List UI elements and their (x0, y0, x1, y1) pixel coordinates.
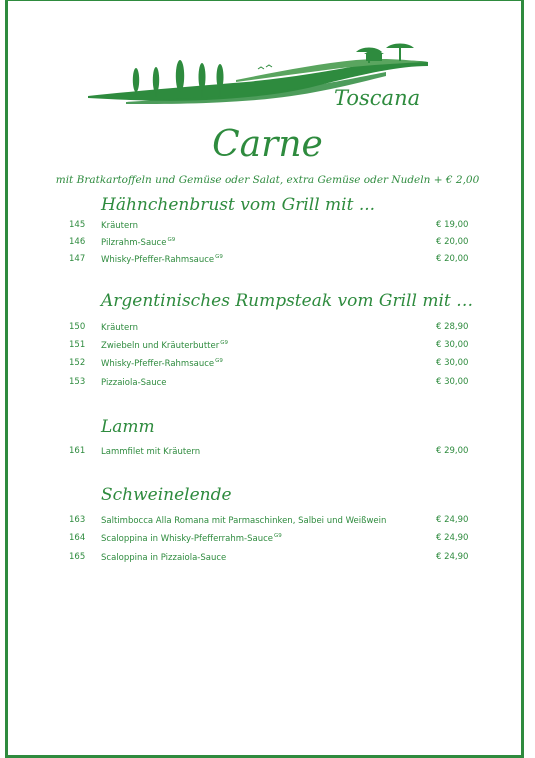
item-allergen-note: G9 (274, 533, 282, 539)
item-price: € 24,90 (436, 552, 469, 562)
item-name: Pilzrahm-Sauce$^{G9}$ (101, 237, 176, 248)
menu-item (69, 358, 469, 372)
item-name: Whisky-Pfeffer-Rahmsauce$^{G9}$ (101, 358, 223, 369)
menu-item (69, 552, 469, 566)
item-number: 153 (69, 377, 86, 387)
item-allergen-note: G9 (220, 340, 228, 346)
section-title: Schweinelende (101, 485, 232, 505)
section-title: Argentinisches Rumpsteak vom Grill mit … (101, 291, 474, 311)
item-price: € 20,00 (436, 237, 469, 247)
section-title: Hähnchenbrust vom Grill mit ... (101, 195, 376, 215)
item-number: 147 (69, 254, 86, 264)
menu-item (69, 220, 469, 234)
menu-item (69, 237, 469, 251)
item-name: Pizzaiola-Sauce (101, 377, 167, 388)
item-number: 152 (69, 358, 86, 368)
item-allergen-note: G9 (215, 254, 223, 260)
item-number: 150 (69, 322, 86, 332)
item-allergen-note: G9 (167, 237, 176, 243)
item-name: Kräutern (101, 322, 138, 333)
menu-item (69, 446, 469, 460)
item-name: Zwiebeln und Kräuterbutter$^{G9}$ (101, 340, 228, 351)
item-number: 145 (69, 220, 86, 230)
item-name: Whisky-Pfeffer-Rahmsauce$^{G9}$ (101, 254, 223, 265)
menu-item (69, 377, 469, 391)
item-name: Scaloppina in Pizzaiola-Sauce (101, 552, 227, 563)
item-name: Saltimbocca Alla Romana mit Parmaschinken, Salbei und Weißwein (101, 515, 387, 526)
item-price: € 29,00 (436, 446, 469, 456)
item-price: € 30,00 (436, 377, 469, 387)
section-title: Lamm (101, 417, 155, 437)
page-subtitle: mit Bratkartoffeln und Gemüse oder Salat, extra Gemüse oder Nudeln + € 2,00 (55, 174, 480, 186)
item-price: € 19,00 (436, 220, 469, 230)
item-number: 165 (69, 552, 86, 562)
item-price: € 24,90 (436, 533, 469, 543)
item-number: 151 (69, 340, 86, 350)
item-name: Lammfilet mit Kräutern (101, 446, 201, 457)
menu-item (69, 515, 469, 529)
page-title: Carne (212, 124, 323, 165)
item-price: € 24,90 (436, 515, 469, 525)
item-number: 163 (69, 515, 86, 525)
item-name: Kräutern (101, 220, 138, 231)
item-name: Scaloppina in Whisky-Pfefferrahm-Sauce$^{G9}$ (101, 533, 282, 544)
brand-name: Toscana (334, 86, 421, 110)
menu-item (69, 254, 469, 268)
item-price: € 30,00 (436, 340, 469, 350)
item-number: 161 (69, 446, 86, 456)
item-allergen-note: G9 (215, 358, 223, 364)
item-price: € 30,00 (436, 358, 469, 368)
item-price: € 28,90 (436, 322, 469, 332)
menu-item (69, 322, 469, 336)
item-number: 164 (69, 533, 86, 543)
item-number: 146 (69, 237, 86, 247)
item-price: € 20,00 (436, 254, 469, 264)
menu-item (69, 533, 469, 547)
menu-item (69, 340, 469, 354)
